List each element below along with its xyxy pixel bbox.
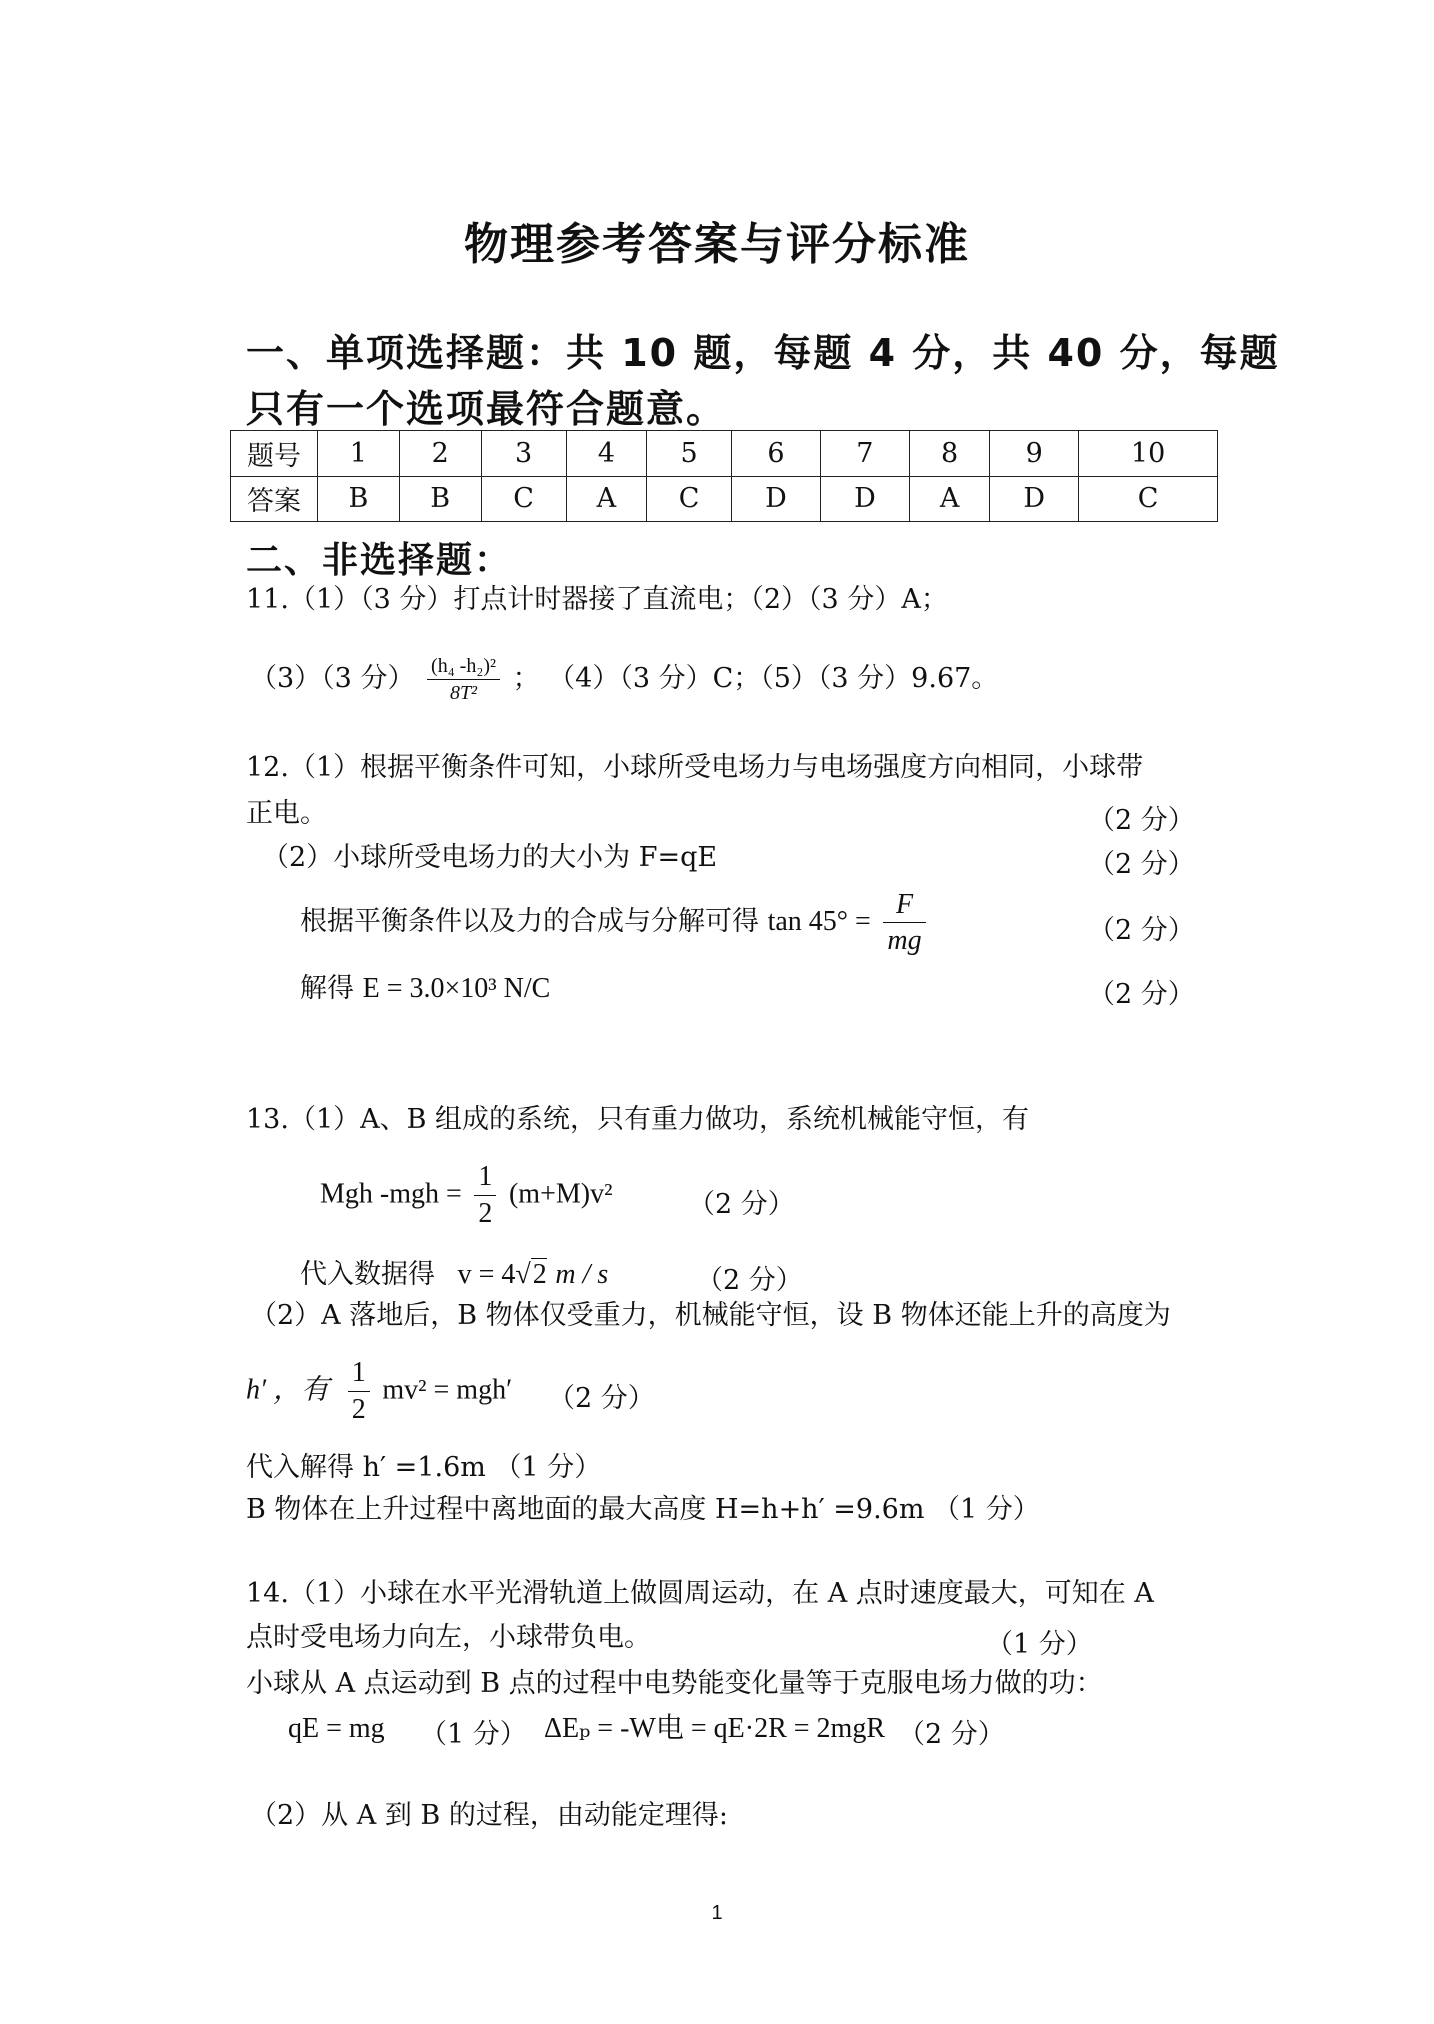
q12-frac-numerator: F <box>883 888 925 923</box>
q13-eq1 <box>320 1160 613 1230</box>
q13-eq2-rhs: mv² = mgh′ <box>382 1374 513 1406</box>
table-cell: 10 <box>1079 431 1218 477</box>
q13-line2-math-b: m / s <box>555 1259 609 1290</box>
q14-line4-math-b: ΔEₚ = -W电 = qE·2R = 2mgR <box>544 1713 885 1744</box>
q14-line4-math-a: qE = mg <box>288 1713 385 1744</box>
q12-line5 <box>300 972 550 1006</box>
table-cell: 7 <box>820 431 909 477</box>
table-cell: 4 <box>566 431 646 477</box>
q14-score-b: （1 分） <box>420 1719 527 1750</box>
q13-score-b: （2 分） <box>696 1265 803 1296</box>
q11-line1: 11.（1）（3 分）打点计时器接了直流电；（2）（3 分）A； <box>246 584 948 615</box>
q13-line5: 代入解得 h′ =1.6m （1 分） <box>246 1452 602 1483</box>
page-title: 物理参考答案与评分标准 <box>464 219 970 270</box>
q13-line4-a: h′ ，有 <box>246 1374 330 1406</box>
table-cell: 3 <box>481 431 566 477</box>
q12-line5-text: 解得 <box>300 973 354 1004</box>
q12-score-d: （2 分） <box>1088 979 1195 1010</box>
q13-eq2-numerator: 1 <box>348 1356 370 1392</box>
q13-eq1-rhs: (m+M)v² <box>508 1178 613 1210</box>
q12-score-b: （2 分） <box>1088 849 1195 880</box>
q11-frac-numerator: (h₄ -h₂)² <box>427 654 500 680</box>
q13-eq2-denominator: 2 <box>351 1393 366 1425</box>
section1-heading-line1: 一、单项选择题：共 10 题，每题 4 分，共 40 分，每题 <box>246 331 1280 375</box>
q13-line4 <box>246 1356 512 1426</box>
q13-eq2-fraction <box>348 1356 370 1426</box>
q11-part3-label: （3）（3 分） <box>250 663 415 694</box>
q12-line4-lhs: tan 45° = <box>767 906 871 938</box>
table-cell: D <box>732 476 821 522</box>
q13-eq1-denominator: 2 <box>478 1197 493 1229</box>
q12-score-c: （2 分） <box>1088 915 1195 946</box>
table-cell: B <box>399 476 481 522</box>
section1-heading-line2: 只有一个选项最符合题意。 <box>246 387 727 431</box>
q11-after-fraction: ； （4）（3 分）C；（5）（3 分）9.67。 <box>512 663 999 694</box>
table-cell: C <box>647 476 732 522</box>
q14-line3: 小球从 A 点运动到 B 点的过程中电势能变化量等于克服电场力做的功： <box>246 1668 1103 1699</box>
row-label-answer: 答案 <box>231 476 318 522</box>
q13-line6: B 物体在上升过程中离地面的最大高度 H=h+h′ =9.6m （1 分） <box>246 1494 1040 1525</box>
q13-line2 <box>300 1258 608 1292</box>
q13-score-a: （2 分） <box>688 1189 795 1220</box>
section2-heading: 二、非选择题： <box>246 540 513 581</box>
q12-line5-math: E = 3.0×10³ N/C <box>362 973 551 1004</box>
q13-score-c: （2 分） <box>548 1383 655 1414</box>
table-cell: 9 <box>990 431 1079 477</box>
table-cell: 2 <box>399 431 481 477</box>
q11-fraction <box>427 654 500 705</box>
q13-line2-math-a: v = 4 <box>457 1259 516 1290</box>
table-cell: C <box>481 476 566 522</box>
q12-line4-text: 根据平衡条件以及力的合成与分解可得 <box>300 906 759 938</box>
table-cell: B <box>318 476 400 522</box>
answer-table <box>230 430 1218 522</box>
q12-line1: 12.（1）根据平衡条件可知，小球所受电场力与电场强度方向相同，小球带 <box>246 752 1144 783</box>
table-cell: 8 <box>909 431 989 477</box>
q11-line2 <box>250 654 998 705</box>
sqrt-icon: √ <box>515 1259 531 1290</box>
table-row-numbers <box>231 431 1218 477</box>
q13-eq1-lhs: Mgh -mgh = <box>320 1178 462 1210</box>
q14-line1: 14.（1）小球在水平光滑轨道上做圆周运动，在 A 点时速度最大，可知在 A <box>246 1578 1154 1609</box>
q13-line3: （2）A 落地后，B 物体仅受重力，机械能守恒，设 B 物体还能上升的高度为 <box>250 1300 1171 1331</box>
q13-eq1-numerator: 1 <box>474 1160 496 1196</box>
row-label-number: 题号 <box>231 431 318 477</box>
table-cell: 1 <box>318 431 400 477</box>
q14-score-c: （2 分） <box>898 1719 1005 1750</box>
table-row-answers <box>231 476 1218 522</box>
q13-line2-text: 代入数据得 <box>300 1259 435 1290</box>
q12-fraction <box>883 888 925 957</box>
q13-line1: 13.（1）A、B 组成的系统，只有重力做功，系统机械能守恒，有 <box>246 1104 1030 1135</box>
q12-line2: 正电。 <box>246 798 327 829</box>
q14-line2: 点时受电场力向左，小球带负电。 <box>246 1622 651 1653</box>
table-cell: 6 <box>732 431 821 477</box>
table-cell: D <box>820 476 909 522</box>
table-cell: C <box>1079 476 1218 522</box>
table-cell: D <box>990 476 1079 522</box>
q14-score-a: （1 分） <box>986 1629 1093 1660</box>
table-cell: A <box>909 476 989 522</box>
q12-score-a: （2 分） <box>1088 805 1195 836</box>
q12-frac-denominator: mg <box>887 924 922 956</box>
q12-line3: （2）小球所受电场力的大小为 F=qE <box>262 842 718 873</box>
table-cell: 5 <box>647 431 732 477</box>
q14-line5: （2）从 A 到 B 的过程，由动能定理得: <box>250 1800 728 1831</box>
table-cell: A <box>566 476 646 522</box>
q13-eq1-fraction <box>474 1160 496 1230</box>
q12-line4 <box>300 888 930 957</box>
q11-frac-denominator: 8T² <box>449 682 478 704</box>
page-number: 1 <box>711 1902 723 1924</box>
q13-line2-root: 2 <box>532 1259 547 1290</box>
